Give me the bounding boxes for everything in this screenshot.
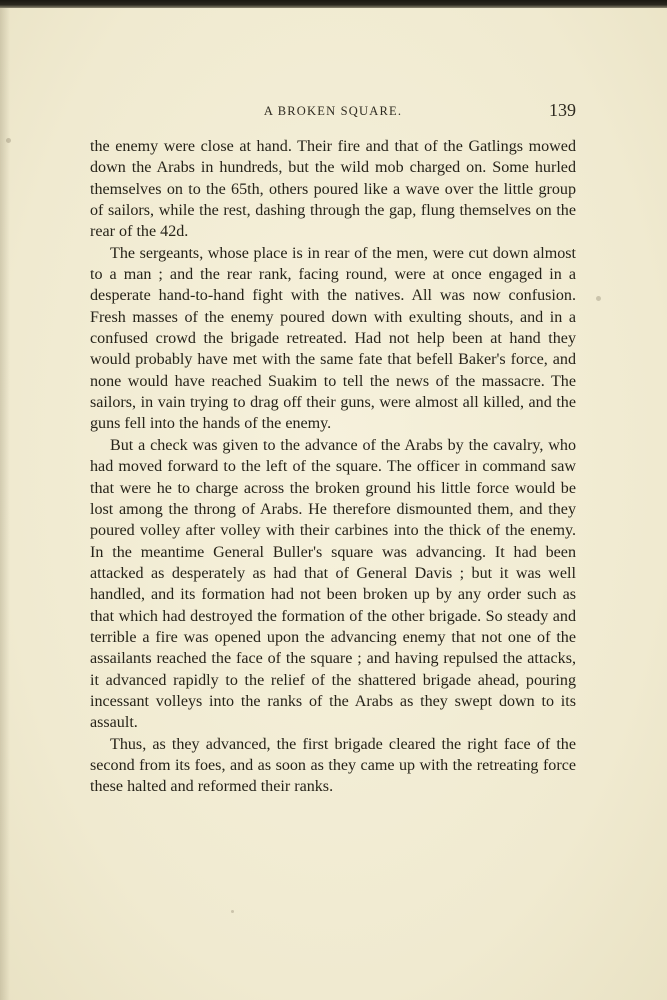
paper-speck bbox=[6, 138, 11, 143]
page-number: 139 bbox=[549, 100, 576, 120]
paragraph-continued: the enemy were close at hand. Their fire and that of the Gatlings mowed down the Arabs in hundreds, but the wild mob charged on. Some hurled themselves on to the 65th, others poured like a wave over the little group of sailors, while the rest, dashing through the gap, flung themselves on the rear of the 42d. bbox=[90, 138, 576, 241]
running-title: A BROKEN SQUARE. bbox=[263, 104, 403, 118]
page-header bbox=[90, 100, 576, 124]
paper-speck bbox=[231, 910, 234, 913]
paper-speck bbox=[596, 296, 601, 301]
paragraph: But a check was given to the advance of the Arabs by the cavalry, who had moved forward to the left of the square. The officer in command saw that were he to charge across the broken ground his little force would be lost among the throng of Arabs. He therefore dismounted them, and they poured volley after volley with their carbines into the thick of the enemy. In the meantime General Buller's square was advancing. It had been attacked as desperately as had that of General Davis ; but it was well handled, and its formation had not been broken up by any order such as that which had destroyed the formation of the other brigade. So steady and terrible a fire was opened upon the advancing enemy that not one of the assailants reached the face of the square ; and having repulsed the attacks, it advanced rapidly to the relief of the shattered brigade ahead, pouring incessant volleys into the ranks of the Arabs as they swept down to its assault. bbox=[90, 436, 576, 732]
page-gutter-shadow bbox=[0, 8, 10, 1000]
paragraph: The sergeants, whose place is in rear of the men, were cut down almost to a man ; and the rear rank, facing round, were at once engaged in a desperate hand-to-hand fight with the natives. All was now confusion. Fresh masses of the enemy poured down with exulting shouts, and in a confused crowd the brigade retreated. Had not help been at hand they would probably have met with the same fate that befell Baker's force, and none would have reached Suakim to tell the news of the massacre. The sailors, in vain trying to drag off their guns, were almost all killed, and the guns fell into the hands of the enemy. bbox=[90, 244, 576, 433]
scan-top-edge bbox=[0, 0, 667, 8]
paragraph: Thus, as they advanced, the first brigade cleared the right face of the second from its foes, and as soon as they came up with the retreating force these halted and reformed their ranks. bbox=[90, 735, 576, 796]
body-text bbox=[90, 136, 576, 798]
